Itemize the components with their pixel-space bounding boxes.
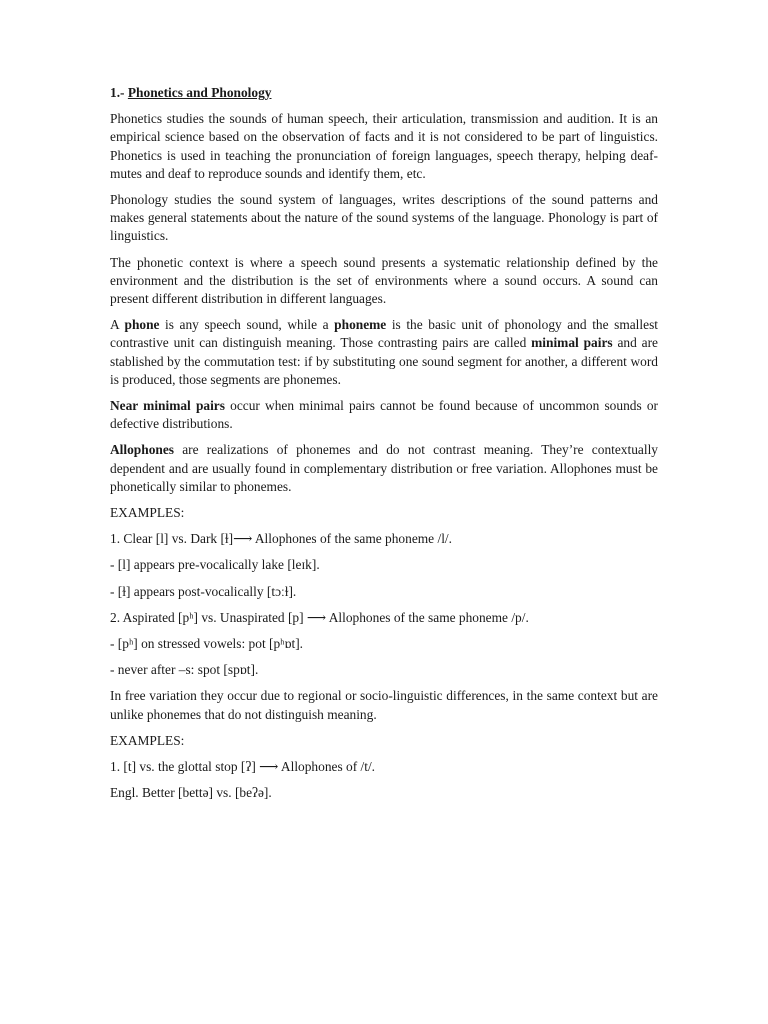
term-phone: phone bbox=[124, 317, 160, 333]
text-run: are realizations of phonemes and do not contrast meaning. They’re contextually dependent and are usually found in complementary distribution or free variation. Allophones must be phonetically similar to phonemes. bbox=[110, 442, 658, 494]
term-allophones: Allophones bbox=[110, 442, 174, 458]
paragraph-near-minimal-pairs bbox=[110, 397, 658, 433]
term-phoneme: phoneme bbox=[334, 317, 387, 333]
examples-label: EXAMPLES: bbox=[110, 505, 185, 521]
term-near-minimal-pairs: Near minimal pairs bbox=[110, 398, 225, 414]
example-subitem: - [pʰ] on stressed vowels: pot [pʰɒt]. bbox=[110, 636, 304, 652]
paragraph-phonetic-context: The phonetic context is where a speech sound presents a systematic relationship defined by the environment and the distribution is the set of environments where a sound occurs. A sound can present different distribution in different languages. bbox=[110, 254, 658, 307]
example-subitem: - [ɫ] appears post-vocalically [tɔːɫ]. bbox=[110, 583, 297, 599]
paragraph-free-variation: In free variation they occur due to regional or socio-linguistic differences, in the same context but are unlike phonemes that do not distinguish meaning. bbox=[110, 688, 658, 722]
example-subitem: Engl. Better [bettə] vs. [beʔə]. bbox=[110, 785, 272, 801]
example-subitem: - [l] appears pre-vocalically lake [leɪk]. bbox=[110, 557, 320, 573]
examples-label: EXAMPLES: bbox=[110, 732, 185, 748]
example-subitem: - never after –s: spot [spɒt]. bbox=[110, 662, 259, 678]
example-item: 1. [t] vs. the glottal stop [ʔ] ⟶ Allophones of /t/. bbox=[110, 759, 376, 775]
text-run: occur when minimal pairs cannot be found because of uncommon sounds or defective distributions. bbox=[110, 398, 658, 432]
example-item: 1. Clear [l] vs. Dark [ɫ]⟶ Allophones of the same phoneme /l/. bbox=[110, 531, 452, 547]
section-heading bbox=[110, 84, 658, 102]
paragraph-allophones bbox=[110, 441, 658, 496]
text-run: A bbox=[110, 317, 125, 333]
document-page bbox=[110, 84, 658, 811]
text-run: and are stablished by the commutation test: if by substituting one sound segment for another, a different word is produced, those segments are phonemes. bbox=[110, 335, 658, 387]
text-run: is the basic unit of phonology and the smallest contrastive unit can distinguish meaning. Those contrasting pairs are called bbox=[110, 317, 658, 351]
example-item: 2. Aspirated [pʰ] vs. Unaspirated [p] ⟶ Allophones of the same phoneme /p/. bbox=[110, 609, 529, 625]
section-title: Phonetics and Phonology bbox=[127, 85, 272, 100]
paragraph-phonology: Phonology studies the sound system of languages, writes descriptions of the sound patterns and makes general statements about the nature of the sound systems of the language. Phonology is part of linguistics. bbox=[110, 192, 658, 244]
paragraph-phonetics: Phonetics studies the sounds of human speech, their articulation, transmission and audition. It is an empirical science based on the observation of facts and it is not considered to be part of linguistics. Phonetics is used in teaching the pronunciation of foreign languages, speech therapy, helping deaf-mutes and deaf to reproduce sounds and identify them, etc. bbox=[110, 111, 658, 181]
section-number: 1.- bbox=[110, 85, 125, 100]
paragraph-phone-phoneme bbox=[110, 316, 658, 389]
term-minimal-pairs: minimal pairs bbox=[531, 335, 613, 351]
text-run: is any speech sound, while a bbox=[159, 317, 335, 333]
